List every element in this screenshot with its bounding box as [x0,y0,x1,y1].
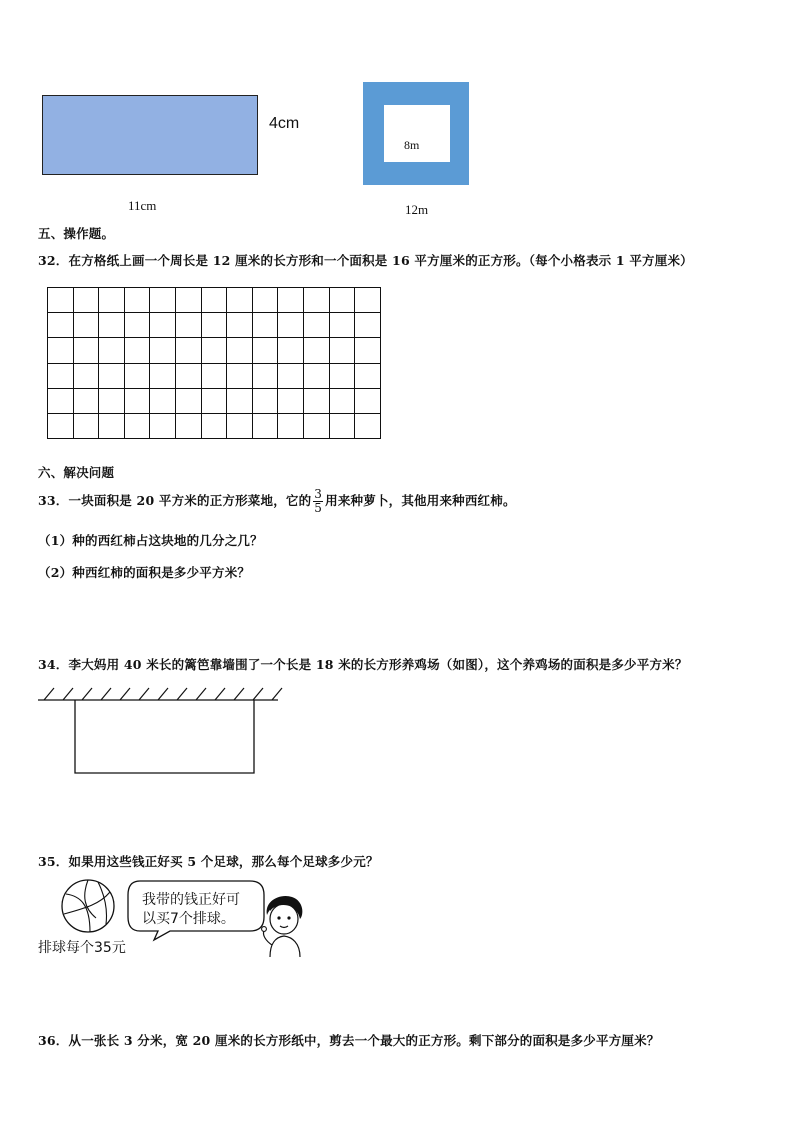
grid-cell [124,388,150,413]
grid-cell [278,338,304,363]
grid-cell [303,313,329,338]
grid-row [48,338,381,363]
grid-cell [252,388,278,413]
grid-cell [124,363,150,388]
grid-cell [48,288,74,313]
wall-hatch-mark [120,688,130,700]
wall-hatch-mark [272,688,282,700]
grid-cell [355,413,381,438]
grid-cell [175,413,201,438]
grid-cell [73,338,99,363]
wall-hatch-mark [63,688,73,700]
question-34: 34．李大妈用 40 米长的篱笆靠墙围了一个长是 18 米的长方形养鸡场（如图），这个养鸡场的面积是多少平方米？ [38,657,688,672]
grid-cell [150,388,176,413]
question-35: 35．如果用这些钱正好买 5 个足球，那么每个足球多少元？ [38,854,379,869]
grid-cell [73,363,99,388]
grid-cell [227,288,253,313]
grid-cell [303,388,329,413]
grid-cell [252,363,278,388]
grid-cell [48,338,74,363]
outer-square-label: 12m [405,202,429,217]
volleyball-icon [60,878,116,934]
grid-cell [329,413,355,438]
speech-bubble-line-2: 以买7个排球。 [142,911,235,927]
grid-row [48,288,381,313]
grid-cell [73,288,99,313]
wall-hatch-mark [82,688,92,700]
grid-cell [227,313,253,338]
grid-cell [48,388,74,413]
grid-cell [278,388,304,413]
question-36: 36．从一张长 3 分米，宽 20 厘米的长方形纸中，剪去一个最大的正方形。剩下部分的面积是多少平方厘米？ [38,1033,660,1048]
grid-cell [73,388,99,413]
wall-hatch-mark [234,688,244,700]
grid-cell [355,288,381,313]
grid-cell [329,288,355,313]
fraction-numerator: 3 [314,487,323,501]
grid-cell [303,363,329,388]
grid-cell [150,413,176,438]
grid-cell [150,338,176,363]
grid-cell [124,313,150,338]
grid-paper [47,287,381,439]
grid-cell [175,363,201,388]
section-six-heading: 六、解决问题 [38,465,115,480]
grid-cell [99,313,125,338]
grid-cell [278,363,304,388]
rectangle-width-label: 4cm [269,115,300,132]
grid-cell [124,338,150,363]
grid-cell [278,313,304,338]
grid-cell [201,288,227,313]
rectangle-length-label: 11cm [128,198,157,213]
grid-row [48,313,381,338]
grid-cell [252,338,278,363]
question-33-text-after: 用来种萝卜，其他用来种西红柿。 [325,493,516,508]
grid-cell [329,363,355,388]
grid-cell [73,313,99,338]
grid-cell [252,288,278,313]
grid-cell [303,338,329,363]
wall-enclosure-diagram [36,684,284,778]
grid-cell [303,288,329,313]
grid-cell [201,338,227,363]
wall-hatch-mark [139,688,149,700]
grid-cell [355,363,381,388]
grid-cell [99,338,125,363]
wall-hatch-mark [177,688,187,700]
question-33-sub-1: （1）种的西红柿占这块地的几分之几？ [38,533,263,548]
fraction [313,488,323,515]
question-33 [38,488,516,515]
grid-cell [124,288,150,313]
grid-cell [150,363,176,388]
grid-cell [201,388,227,413]
grid-cell [175,313,201,338]
grid-cell [227,413,253,438]
grid-cell [329,313,355,338]
grid-cell [355,313,381,338]
grid-cell [124,413,150,438]
grid-cell [355,388,381,413]
question-33-sub-2: （2）种西红柿的面积是多少平方米？ [38,565,251,580]
grid-cell [227,338,253,363]
grid-cell [48,313,74,338]
grid-cell [99,413,125,438]
grid-row [48,413,381,438]
volleyball-price-label: 排球每个35元 [38,940,126,956]
grid-cell [99,288,125,313]
inner-square-label: 8m [404,138,420,152]
grid-cell [252,413,278,438]
grid-cell [278,413,304,438]
wall-hatch-mark [215,688,225,700]
fraction-denominator: 5 [314,501,323,515]
grid-cell [227,388,253,413]
grid-cell [329,338,355,363]
wall-hatch-mark [101,688,111,700]
wall-hatch-mark [196,688,206,700]
question-33-text-before: 33．一块面积是 20 平方米的正方形菜地，它的 [38,493,312,508]
wall-hatch-mark [253,688,263,700]
question-32: 32．在方格纸上画一个周长是 12 厘米的长方形和一个面积是 16 平方厘米的正方形。（每个小格表示 1 平方厘米） [38,253,693,268]
grid-cell [175,388,201,413]
wall-hatch-mark [158,688,168,700]
grid-row [48,388,381,413]
grid-cell [150,313,176,338]
grid-cell [355,338,381,363]
grid-cell [201,313,227,338]
grid-cell [150,288,176,313]
grid-cell [201,413,227,438]
grid-cell [278,288,304,313]
grid-cell [329,388,355,413]
grid-cell [175,338,201,363]
grid-row [48,363,381,388]
grid-cell [99,388,125,413]
grid-cell [73,413,99,438]
grid-cell [201,363,227,388]
grid-cell [252,313,278,338]
inner-square-figure [384,105,450,162]
wall-hatch-mark [44,688,54,700]
grid-cell [99,363,125,388]
speech-bubble-line-1: 我带的钱正好可 [142,892,240,908]
grid-cell [48,363,74,388]
grid-cell [227,363,253,388]
grid-cell [48,413,74,438]
grid-cell [303,413,329,438]
section-five-heading: 五、操作题。 [38,226,115,241]
boy-icon [258,893,308,959]
rectangle-figure [42,95,258,175]
grid-cell [175,288,201,313]
